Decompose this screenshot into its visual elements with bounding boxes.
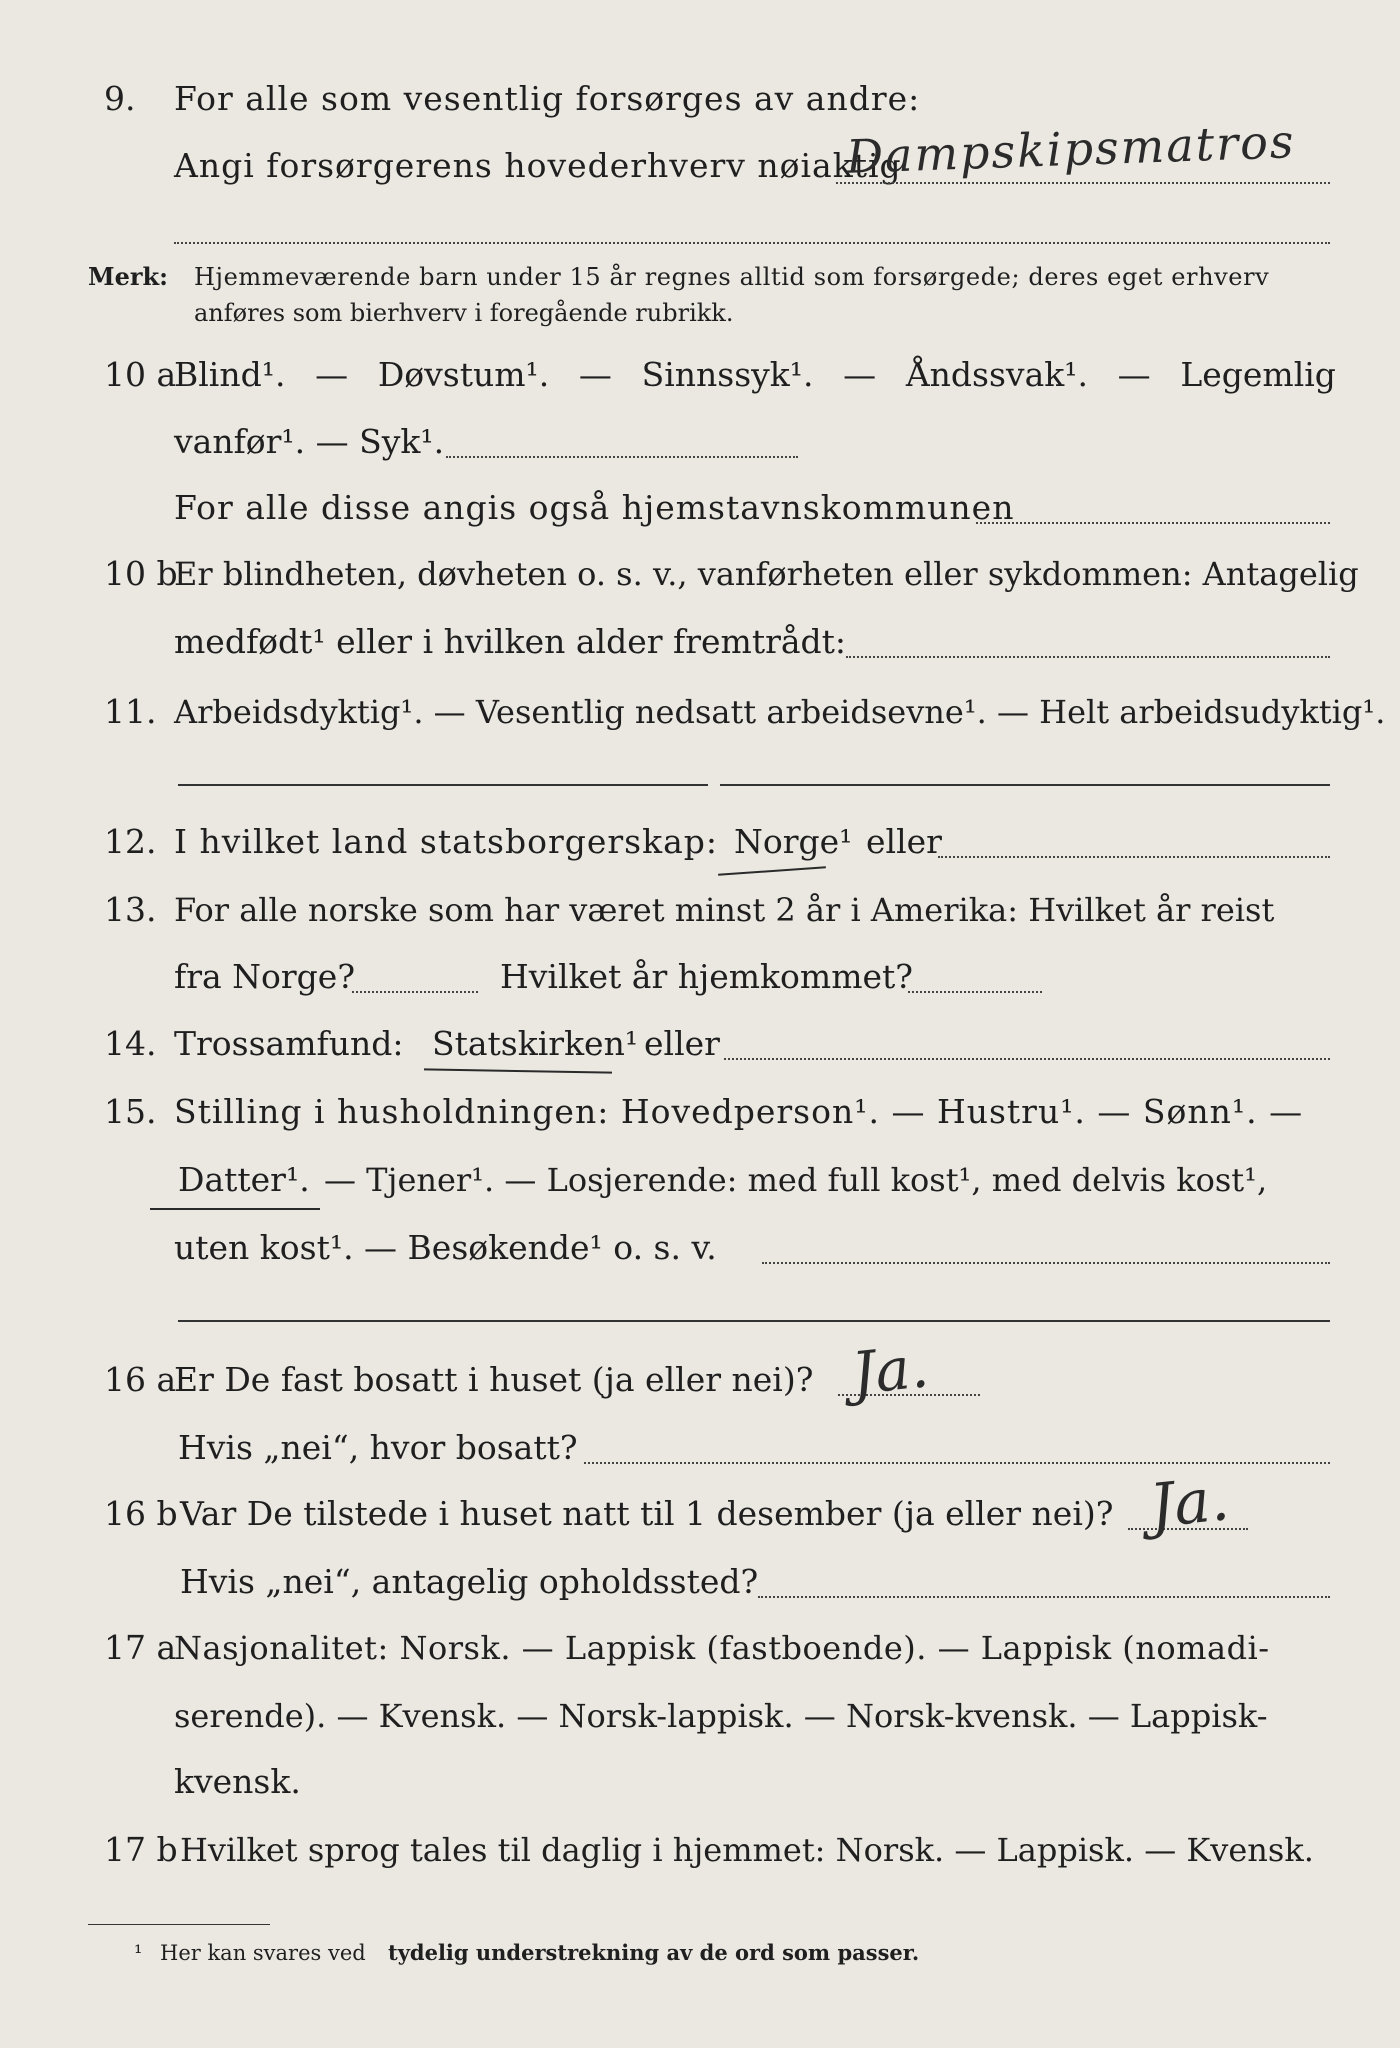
q10b-line2: medfødt¹ eller i hvilken alder fremtrådt:: [174, 622, 847, 661]
q15-datter-underline: [150, 1208, 320, 1210]
q14-suffix: eller: [644, 1024, 720, 1063]
q12-suffix: eller: [866, 822, 942, 861]
q12-answer-line[interactable]: [938, 856, 1330, 858]
q9-number: 9.: [104, 79, 136, 118]
q10a-kommune-line[interactable]: [976, 522, 1330, 524]
q13-reist-line[interactable]: [352, 991, 478, 993]
q16a-bosatt-line[interactable]: [584, 1462, 1330, 1464]
q9-handwritten-answer: Dampskipsmatros: [845, 114, 1297, 184]
q14-answer-line[interactable]: [724, 1058, 1330, 1060]
q10a-line1: Blind¹. — Døvstum¹. — Sinnssyk¹. — Åndssvak¹. — Legemlig: [174, 355, 1336, 394]
q15-number: 15.: [104, 1092, 157, 1131]
q16b-handwritten-answer: Ja.: [1146, 1464, 1233, 1542]
q15-separator-line: [178, 1320, 1330, 1322]
q17a-line3: kvensk.: [174, 1762, 301, 1801]
q10b-number: 10 b: [104, 554, 178, 593]
q16a-line1: Er De fast bosatt i huset (ja eller nei)?: [174, 1360, 814, 1399]
merk-line1: Hjemmeværende barn under 15 år regnes alltid som forsørgede; deres eget erhverv: [194, 263, 1270, 291]
q14-option-statskirken[interactable]: Statskirken¹: [432, 1024, 639, 1063]
footnote-text-plain: Her kan svares ved: [160, 1941, 366, 1965]
footnote-mark: ¹: [134, 1941, 143, 1965]
q11-number: 11.: [104, 692, 157, 731]
q15-option-datter[interactable]: Datter¹.: [178, 1160, 310, 1199]
q14-prefix: Trossamfund:: [174, 1024, 404, 1063]
q16a-handwritten-answer: Ja.: [848, 1332, 932, 1408]
q13-number: 13.: [104, 890, 157, 929]
q13-line1: For alle norske som har været minst 2 år i Amerika: Hvilket år reist: [174, 891, 1275, 929]
q10a-syk-line[interactable]: [446, 456, 798, 458]
q17a-number: 17 a: [104, 1628, 177, 1667]
q12-prefix: I hvilket land statsborgerskap:: [174, 822, 719, 861]
q17a-line1: Nasjonalitet: Norsk. — Lappisk (fastboende). — Lappisk (nomadi-: [174, 1629, 1270, 1667]
q16b-opholdssted-line[interactable]: [758, 1596, 1330, 1598]
q16b-line2: Hvis „nei“, antagelig opholdssted?: [180, 1562, 759, 1601]
q11-answer-line-left[interactable]: [178, 784, 708, 786]
q9-answer-line[interactable]: [836, 182, 1330, 184]
q15-line3: uten kost¹. — Besøkende¹ o. s. v.: [174, 1228, 717, 1267]
q16a-number: 16 a: [104, 1360, 177, 1399]
q16b-line1: Var De tilstede i huset natt til 1 desember (ja eller nei)?: [180, 1494, 1114, 1533]
q13-hjemkommet-line[interactable]: [908, 991, 1042, 993]
q14-number: 14.: [104, 1024, 157, 1063]
q15-line2b: — Tjener¹. — Losjerende: med full kost¹, med delvis kost¹,: [324, 1161, 1268, 1199]
q15-answer-line[interactable]: [762, 1262, 1330, 1264]
merk-line2: anføres som bierhverv i foregående rubrikk.: [194, 299, 734, 327]
q16a-line2: Hvis „nei“, hvor bosatt?: [178, 1428, 578, 1467]
q10b-answer-line[interactable]: [846, 656, 1330, 658]
q11-line1: Arbeidsdyktig¹. — Vesentlig nedsatt arbeidsevne¹. — Helt arbeidsudyktig¹.: [174, 693, 1386, 731]
q17a-line2: serende). — Kvensk. — Norsk-lappisk. — Norsk-kvensk. — Lappisk-: [174, 1697, 1268, 1735]
q10a-number: 10 a: [104, 355, 177, 394]
q15-line1: Stilling i husholdningen: Hovedperson¹. — Hustru¹. — Sønn¹. —: [174, 1092, 1304, 1131]
q13-line2b: Hvilket år hjemkommet?: [500, 957, 913, 996]
q12-number: 12.: [104, 822, 157, 861]
q16b-number: 16 b: [104, 1494, 178, 1533]
q9-line1: For alle som vesentlig forsørges av andre:: [174, 79, 921, 118]
q13-line2a: fra Norge?: [174, 957, 356, 996]
q17b-line1: Hvilket sprog tales til daglig i hjemmet: Norsk. — Lappisk. — Kvensk.: [180, 1831, 1314, 1869]
footnote-text-bold: tydelig understrekning av de ord som passer.: [388, 1940, 920, 1965]
q9-extra-line[interactable]: [174, 242, 1330, 244]
footnote-rule: [88, 1924, 270, 1925]
q9-line2: Angi forsørgerens hovederhverv nøiaktig: [174, 146, 902, 185]
q17b-number: 17 b: [104, 1830, 178, 1869]
q10a-line2: vanfør¹. — Syk¹.: [174, 422, 445, 461]
merk-label: Merk:: [88, 262, 168, 291]
q10a-line3: For alle disse angis også hjemstavnskommunen: [174, 488, 1015, 527]
q12-option-norge[interactable]: Norge¹: [734, 822, 853, 861]
q11-answer-line-right[interactable]: [720, 784, 1330, 786]
q10b-line1: Er blindheten, døvheten o. s. v., vanførheten eller sykdommen: Antagelig: [174, 555, 1359, 593]
